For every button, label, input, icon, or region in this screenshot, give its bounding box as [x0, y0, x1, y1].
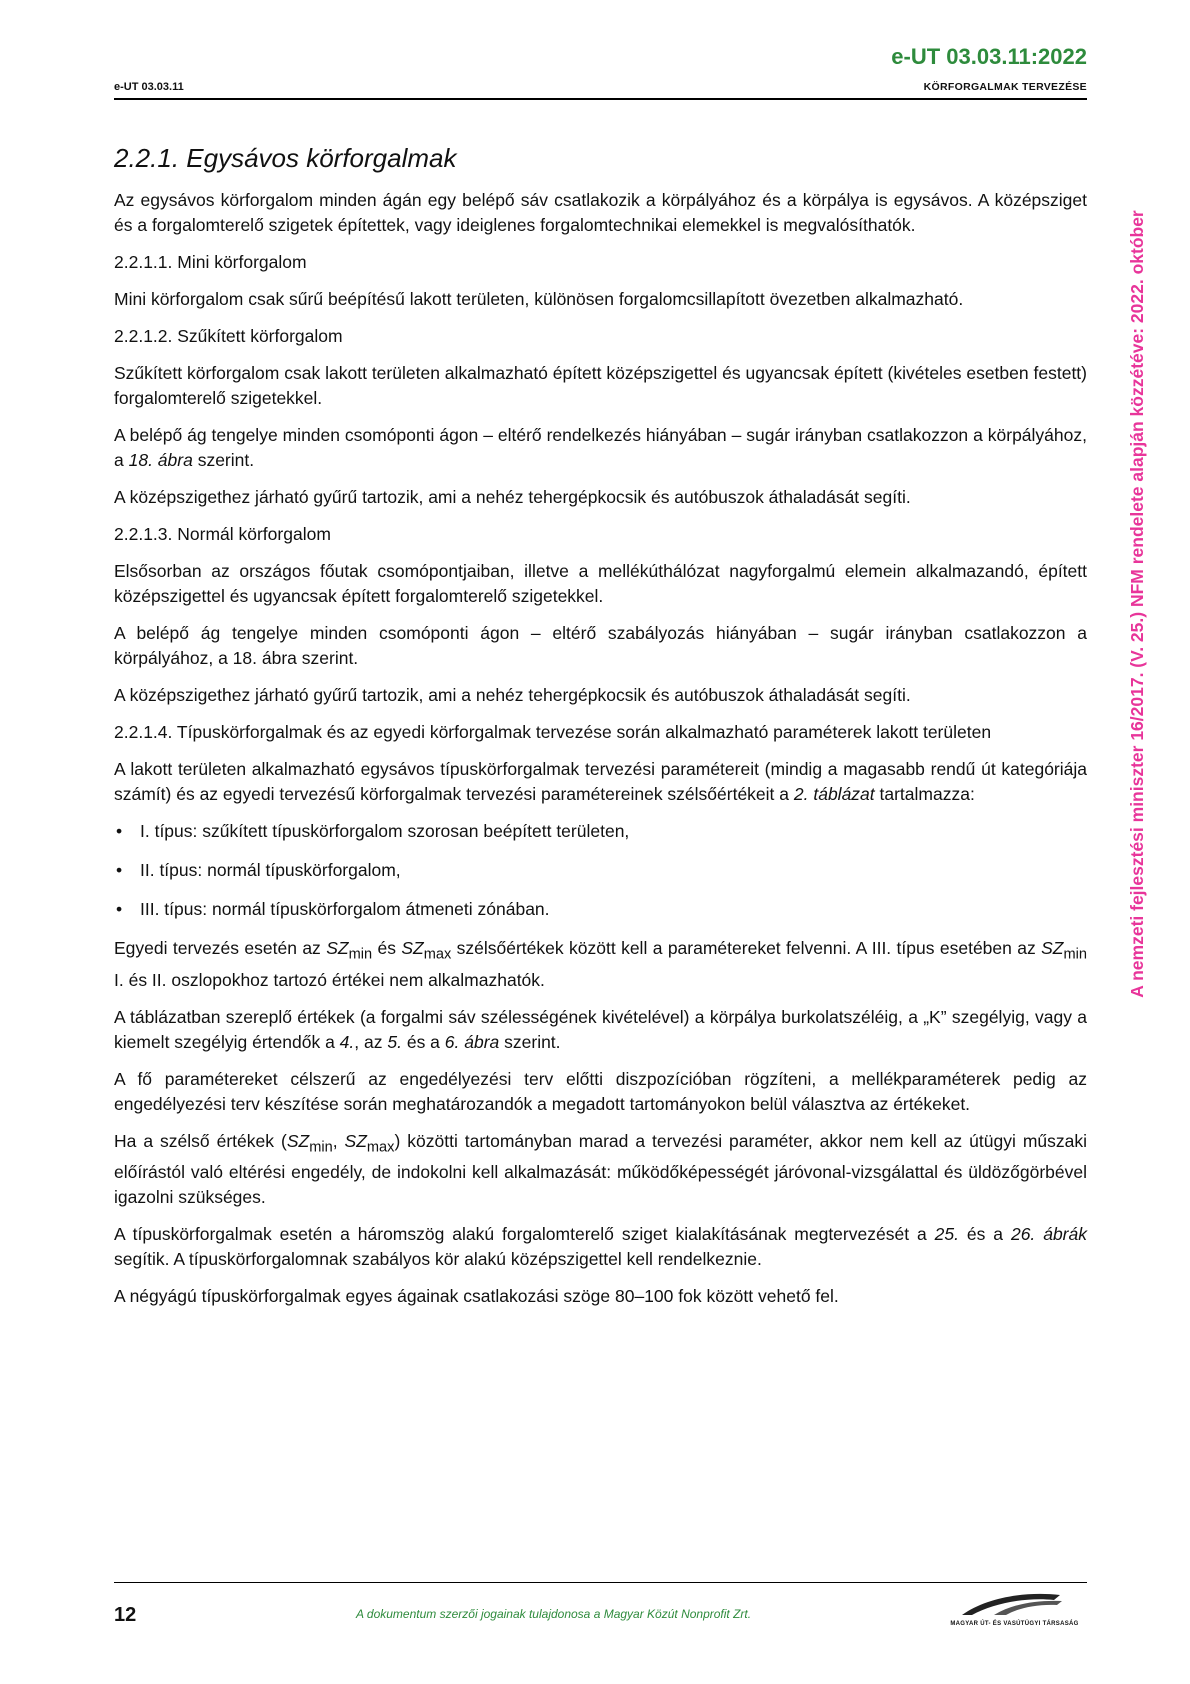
paragraph: A négyágú típuskörforgalmak egyes ágainak csatlakozási szöge 80–100 fok között vehető fel.: [114, 1286, 839, 1306]
side-publication-note: A nemzeti fejlesztési miniszter 16/2017. (V. 25.) NFM rendelete alapján közzétéve: 2022. október: [1127, 210, 1147, 998]
header-divider: [114, 98, 1087, 100]
page-content: [114, 143, 1087, 1321]
paragraph: A típuskörforgalmak esetén a háromszög alakú forgalomterelő sziget kialakításának megtervezését a 25. és a 26. ábrák segítik. A típuskörforgalomnak szabályos kör alakú középszigettel kell rendelkeznie.: [114, 1224, 1087, 1269]
paragraph: Mini körforgalom csak sűrű beépítésű lakott területen, különösen forgalomcsillapított övezetben alkalmazható.: [114, 289, 964, 309]
paragraph: Egyedi tervezés esetén az $SZ_{min}$ és $SZ_{max}$ szélsőértékek között kell a paramétereket felvenni. A III. típus esetében az $SZ_{min}$ I. és II. oszlopokhoz tartozó értékei nem alkalmazhatók.: [114, 938, 1087, 990]
list-item: • II. típus: normál típuskörforgalom,: [114, 858, 1087, 883]
subsection-title-normal: 2.2.1.3. Normál körforgalom: [114, 524, 331, 544]
figure-reference: 18. ábra: [128, 450, 193, 470]
paragraph: A középszigethez járható gyűrű tartozik, ami a nehéz tehergépkocsik és autóbuszok áthaladását segíti.: [114, 685, 911, 705]
paragraph: Ha a szélső értékek ($SZ_{min}$, $SZ_{max}$) közötti tartományban marad a tervezési paraméter, akkor nem kell az útügyi műszaki előírástól való eltérési engedély, de indokolni kell alkalmazását: működőképességét járóvonal-vizsgálattal és üldözőgörbével igazolni szükséges.: [114, 1130, 1087, 1207]
list-item: • I. típus: szűkített típuskörforgalom szorosan beépített területen,: [114, 819, 1087, 844]
paragraph: A fő paramétereket célszerű az engedélyezési terv előtti diszpozícióban rögzíteni, a mellékparaméterek pedig az engedélyezési terv készítése során meghatározandók a megadott tartományokon belül választva az értékeket.: [114, 1068, 1087, 1114]
logo-text: MAGYAR ÚT- ÉS VASÚTÜGYI TÁRSASÁG: [950, 1621, 1079, 1627]
subsection-title-mini: 2.2.1.1. Mini körforgalom: [114, 252, 307, 272]
header-left-code: e-UT 03.03.11: [114, 81, 184, 93]
document-code: e-UT 03.03.11:2022: [891, 44, 1087, 69]
paragraph: A belépő ág tengelye minden csomóponti ágon – eltérő szabályozás hiányában – sugár irányban csatlakozzon a körpályához, a 18. ábra szerint.: [114, 623, 1087, 668]
logo-swoosh-icon: [942, 1591, 1087, 1617]
table-reference: 2. táblázat: [793, 784, 875, 804]
section-title: 2.2.1. Egysávos körforgalmak: [114, 143, 457, 173]
copyright-notice: A dokumentum szerzői jogainak tulajdonosa a Magyar Közút Nonprofit Zrt.: [356, 1607, 752, 1621]
subsection-title-tipus: 2.2.1.4. Típuskörforgalmak és az egyedi körforgalmak tervezése során alkalmazható paraméterek lakott területen: [114, 722, 992, 742]
paragraph: A belépő ág tengelye minden csomóponti ágon – eltérő rendelkezés hiányában – sugár irányban csatlakozzon a körpályához, a 18. ábra szerint.: [114, 425, 1087, 470]
paragraph: A középszigethez járható gyűrű tartozik, ami a nehéz tehergépkocsik és autóbuszok áthaladását segíti.: [114, 487, 911, 507]
footer-divider: [114, 1582, 1087, 1583]
society-logo: [942, 1591, 1087, 1627]
page-number: 12: [114, 1604, 137, 1626]
list-item: • III. típus: normál típuskörforgalom átmeneti zónában.: [114, 897, 1087, 922]
bullet-icon: •: [116, 821, 123, 841]
intro-paragraph: Az egysávos körforgalom minden ágán egy belépő sáv csatlakozik a körpályához és a körpálya is egysávos. A középsziget és a forgalomterelő szigetek építettek, vagy ideiglenes forgalomtechnikai elemekkel is megvalósíthatók.: [114, 190, 1087, 235]
bullet-icon: •: [116, 860, 123, 880]
type-list: [114, 819, 1087, 922]
paragraph: A táblázatban szereplő értékek (a forgalmi sáv szélességének kivételével) a körpálya burkolatszéléig, a „K” szegélyig, vagy a kiemelt szegélyig értendők a 4., az 5. és a 6. ábra szerint.: [114, 1006, 1087, 1052]
paragraph: Szűkített körforgalom csak lakott területen alkalmazható épített középszigettel és ugyancsak épített (kivételes esetben festett) forgalomterelő szigetekkel.: [114, 363, 1087, 408]
subsection-title-szukitett: 2.2.1.2. Szűkített körforgalom: [114, 326, 343, 346]
paragraph: A lakott területen alkalmazható egysávos típuskörforgalmak tervezési paramétereit (mindig a magasabb rendű út kategóriája számít) és az egyedi tervezésű körforgalmak tervezési paramétereinek szélsőértékeit a 2. táblázat tartalmazza:: [114, 759, 1087, 804]
header-right-title: KÖRFORGALMAK TERVEZÉSE: [923, 81, 1087, 93]
paragraph: Elsősorban az országos főutak csomópontjaiban, illetve a mellékúthálózat nagyforgalmú elemein alkalmazandó, épített középszigettel és ugyancsak épített forgalomterelő szigetekkel.: [114, 561, 1087, 606]
bullet-icon: •: [116, 899, 123, 919]
